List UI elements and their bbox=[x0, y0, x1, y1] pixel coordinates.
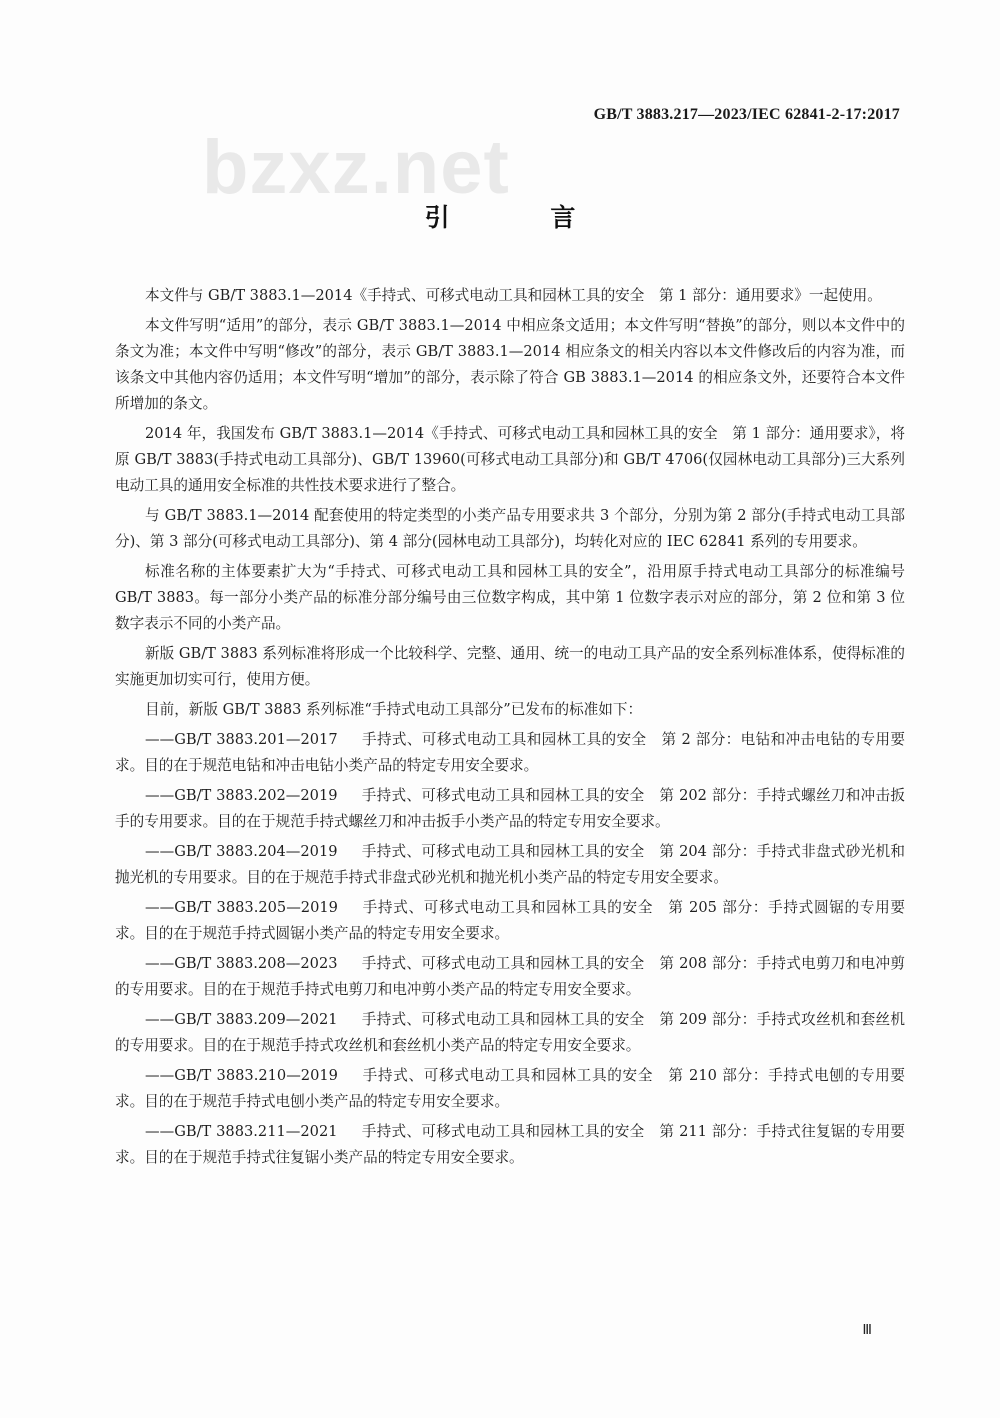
standard-code: ——GB/T 3883.201—2017 bbox=[145, 731, 338, 748]
standard-description: 手持式、可移式电动工具和园林工具的安全 第 209 部分：手持式攻丝机和套丝机的专用要求。目的在于规范手持式攻丝机和套丝机小类产品的特定专用安全要求。 bbox=[115, 1011, 905, 1054]
standard-description: 手持式、可移式电动工具和园林工具的安全 第 2 部分：电钻和冲击电钻的专用要求。目的在于规范电钻和冲击电钻小类产品的特定专用安全要求。 bbox=[115, 731, 905, 774]
list-item bbox=[115, 1007, 905, 1059]
standard-code: ——GB/T 3883.210—2019 bbox=[145, 1067, 338, 1084]
standard-description: 手持式、可移式电动工具和园林工具的安全 第 205 部分：手持式圆锯的专用要求。目的在于规范手持式圆锯小类产品的特定专用安全要求。 bbox=[115, 899, 906, 942]
page-number: Ⅲ bbox=[862, 1323, 872, 1338]
list-item bbox=[115, 951, 905, 1003]
standard-description: 手持式、可移式电动工具和园林工具的安全 第 204 部分：手持式非盘式砂光机和抛光机的专用要求。目的在于规范手持式非盘式砂光机和抛光机小类产品的特定专用安全要求。 bbox=[115, 843, 905, 886]
paragraph-4: 与 GB/T 3883.1—2014 配套使用的特定类型的小类产品专用要求共 3 个部分，分别为第 2 部分(手持式电动工具部分)、第 3 部分(可移式电动工具部分)、第 4 部分(园林电动工具部分)，均转化对应的 IEC 62841 系列的专用要求。 bbox=[115, 507, 905, 550]
standards-list bbox=[115, 727, 905, 1171]
standard-code: ——GB/T 3883.202—2019 bbox=[145, 787, 338, 804]
paragraph-1: 本文件与 GB/T 3883.1—2014《手持式、可移式电动工具和园林工具的安全 第 1 部分：通用要求》一起使用。 bbox=[145, 287, 882, 304]
body-text bbox=[115, 283, 905, 1175]
paragraph-3: 2014 年，我国发布 GB/T 3883.1—2014《手持式、可移式电动工具和园林工具的安全 第 1 部分：通用要求》，将原 GB/T 3883(手持式电动工具部分)、GB/T 13960(可移式电动工具部分)和 GB/T 4706(仅园林电动工具部分)三大系列电动工具的通用安全标准的共性技术要求进行了整合。 bbox=[115, 425, 905, 494]
list-item bbox=[115, 839, 905, 891]
standard-code: ——GB/T 3883.204—2019 bbox=[145, 843, 338, 860]
standard-description: 手持式、可移式电动工具和园林工具的安全 第 211 部分：手持式往复锯的专用要求。目的在于规范手持式往复锯小类产品的特定专用安全要求。 bbox=[115, 1123, 905, 1166]
paragraph-5: 标准名称的主体要素扩大为“手持式、可移式电动工具和园林工具的安全”，沿用原手持式电动工具部分的标准编号 GB/T 3883。每一部分小类产品的标准分部分编号由三位数字构成，其中第 1 位数字表示对应的部分，第 2 位和第 3 位数字表示不同的小类产品。 bbox=[115, 563, 905, 632]
list-item bbox=[115, 1063, 905, 1115]
section-title: 引 言 bbox=[424, 203, 622, 232]
list-item bbox=[115, 727, 905, 779]
standard-code-header: GB/T 3883.217—2023/IEC 62841-2-17:2017 bbox=[593, 106, 900, 123]
standard-description: 手持式、可移式电动工具和园林工具的安全 第 208 部分：手持式电剪刀和电冲剪的专用要求。目的在于规范手持式电剪刀和电冲剪小类产品的特定专用安全要求。 bbox=[115, 955, 905, 998]
standard-description: 手持式、可移式电动工具和园林工具的安全 第 202 部分：手持式螺丝刀和冲击扳手的专用要求。目的在于规范手持式螺丝刀和冲击扳手小类产品的特定专用安全要求。 bbox=[115, 787, 905, 830]
list-item bbox=[115, 895, 905, 947]
list-item bbox=[115, 783, 905, 835]
standard-description: 手持式、可移式电动工具和园林工具的安全 第 210 部分：手持式电刨的专用要求。目的在于规范手持式电刨小类产品的特定专用安全要求。 bbox=[115, 1067, 906, 1110]
standard-code: ——GB/T 3883.211—2021 bbox=[145, 1123, 338, 1140]
list-item bbox=[115, 1119, 905, 1171]
standard-code: ——GB/T 3883.209—2021 bbox=[145, 1011, 338, 1028]
standard-code: ——GB/T 3883.205—2019 bbox=[145, 899, 338, 916]
paragraph-7: 目前，新版 GB/T 3883 系列标准“手持式电动工具部分”已发布的标准如下： bbox=[145, 701, 643, 718]
paragraph-2: 本文件写明“适用”的部分，表示 GB/T 3883.1—2014 中相应条文适用；本文件写明“替换”的部分，则以本文件中的条文为准；本文件中写明“修改”的部分，表示 GB/T 3883.1—2014 相应条文的相关内容以本文件修改后的内容为准，而该条文中其他内容仍适用；本文件写明“增加”的部分，表示除了符合 GB 3883.1—2014 的相应条文外，还要符合本文件所增加的条文。 bbox=[115, 317, 905, 412]
standard-code: ——GB/T 3883.208—2023 bbox=[145, 955, 338, 972]
watermark-logo: bzxz.net bbox=[202, 125, 510, 210]
paragraph-6: 新版 GB/T 3883 系列标准将形成一个比较科学、完整、通用、统一的电动工具产品的安全系列标准体系，使得标准的实施更加切实可行，使用方便。 bbox=[115, 645, 905, 688]
